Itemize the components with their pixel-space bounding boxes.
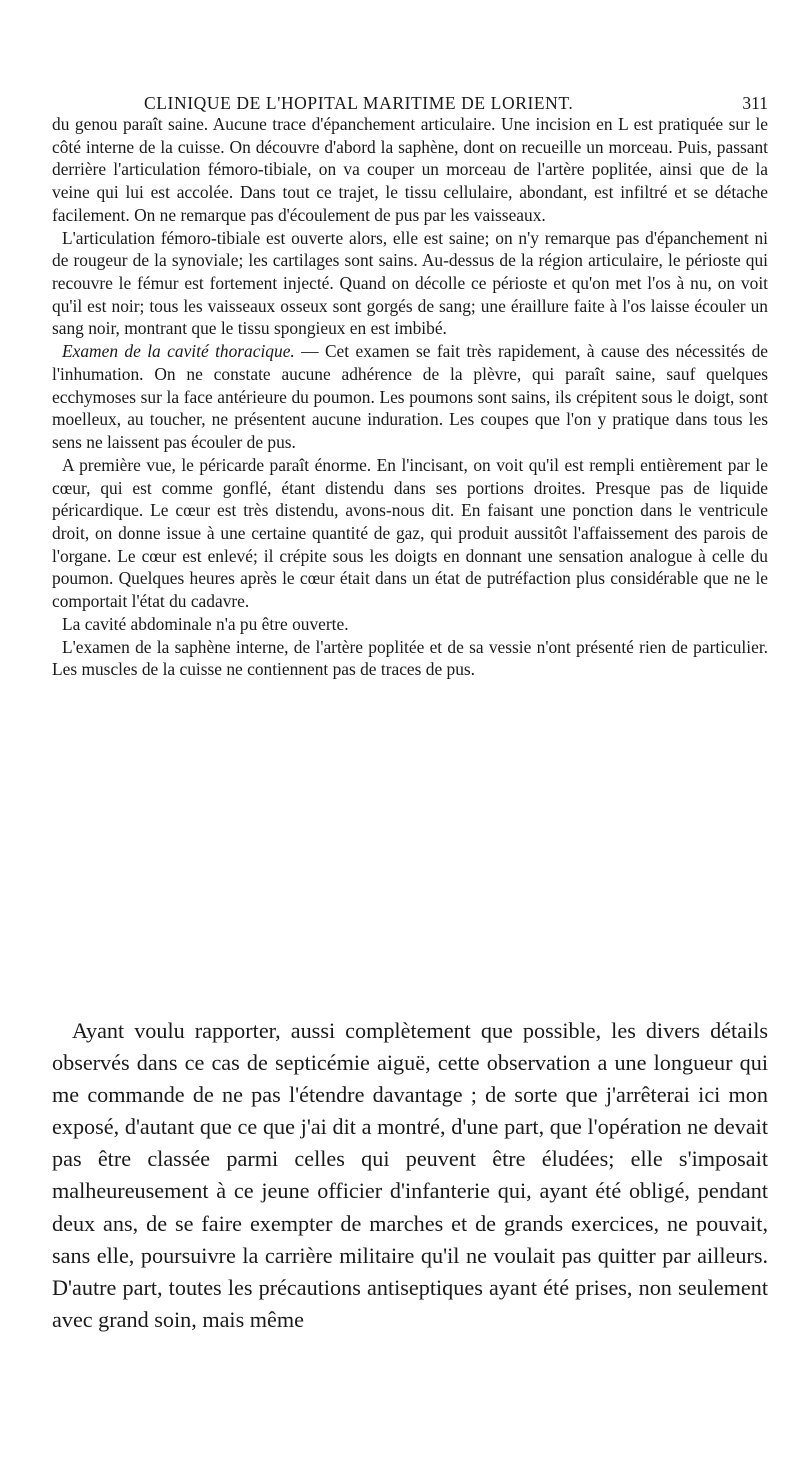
pericarde-paragraph: A première vue, le péricarde paraît énorme. En l'incisant, on voit qu'il est rempli entièrement par le cœur, qui est comme gonflé, étant distendu dans ses portions droites. Presque pas de liquide péricardique. Le cœur est très distendu, avons-nous dit. En faisant une ponction dans le ventricule droit, on donne issue à une certaine quantité de gaz, qui produit aussitôt l'affaissement des parois de l'organe. Le cœur est enlevé; il crépite sous les doigts en donnant une sensation analogue à celle du poumon. Quelques heures après le cœur était dans un état de putréfaction plus considérable que ne le comportait l'état du cadavre.	[52, 454, 768, 612]
thorax-text: — Cet examen se fait très rapidement, à cause des nécessités de l'inhumation. On ne constate aucune adhérence de la plèvre, qui paraît saine, sauf quelques ecchymoses sur la face antérieure du poumon. Les poumons sont sains, ils crépitent sous le doigt, sont moelleux, au toucher, ne présentent aucune induration. Les coupes que l'on y pratique dans tous les sens ne laissent pas écouler de pus.	[52, 341, 768, 453]
articulation-paragraph: L'articulation fémoro-tibiale est ouverte alors, elle est saine; on n'y remarque pas d'épanchement ni de rougeur de la synoviale; les cartilages sont sains. Au-dessus de la région articulaire, le périoste qui recouvre le fémur est fortement injecté. Quand on décolle ce périoste et qu'on met l'os à nu, on voit qu'il est noir; tous les vaisseaux osseux sont gorgés de sang; une éraillure faite à l'os laisse écouler un sang noir, montrant que le tissu spongieux en est imbibé.	[52, 227, 768, 339]
knee-paragraph: du genou paraît saine. Aucune trace d'épanchement articulaire. Une incision en L est pratiquée sur le côté interne de la cuisse. On découvre d'abord la saphène, dont on recueille un morceau. Puis, passant derrière l'articulation fémoro-tibiale, on va couper un morceau de l'artère poplitée, ainsi que de la veine qui lui est accolée. Dans tout ce trajet, le tissu cellulaire, abondant, est infiltré et se détache facilement. On ne remarque pas d'écoulement de pus par les vaisseaux.	[52, 114, 768, 225]
conclusion-text	[52, 1015, 768, 1336]
abdomen-paragraph: La cavité abdominale n'a pu être ouverte.	[62, 613, 349, 634]
observation-text	[52, 113, 768, 681]
running-head	[52, 91, 768, 115]
thorax-heading: Examen de la cavité thoracique.	[62, 341, 295, 362]
page-number: 311	[742, 93, 768, 113]
conclusion-paragraph: Ayant voulu rapporter, aussi complètement que possible, les divers détails observés dans ce cas de septicémie aiguë, cette observation a une longueur qui me commande de ne pas l'étendre davantage ; de sorte que j'arrêterai ici mon exposé, d'autant que ce que j'ai dit a montré, d'une part, que l'opération ne devait pas être classée parmi celles qui peuvent être éludées; elle s'imposait malheureusement à ce jeune officier d'infanterie qui, ayant été obligé, pendant deux ans, de se faire exempter de marches et de grands exercices, ne pouvait, sans elle, poursuivre la carrière militaire qu'il ne voulait pas quitter par ailleurs. D'autre part, toutes les précautions antiseptiques ayant été prises, non seulement avec grand soin, mais même	[52, 1018, 768, 1332]
saphene-paragraph: L'examen de la saphène interne, de l'artère poplitée et de sa vessie n'ont présenté rien de particulier. Les muscles de la cuisse ne contiennent pas de traces de pus.	[52, 636, 768, 680]
running-title: CLINIQUE DE L'HOPITAL MARITIME DE LORIENT.	[144, 93, 574, 113]
thorax-paragraph	[52, 340, 768, 454]
